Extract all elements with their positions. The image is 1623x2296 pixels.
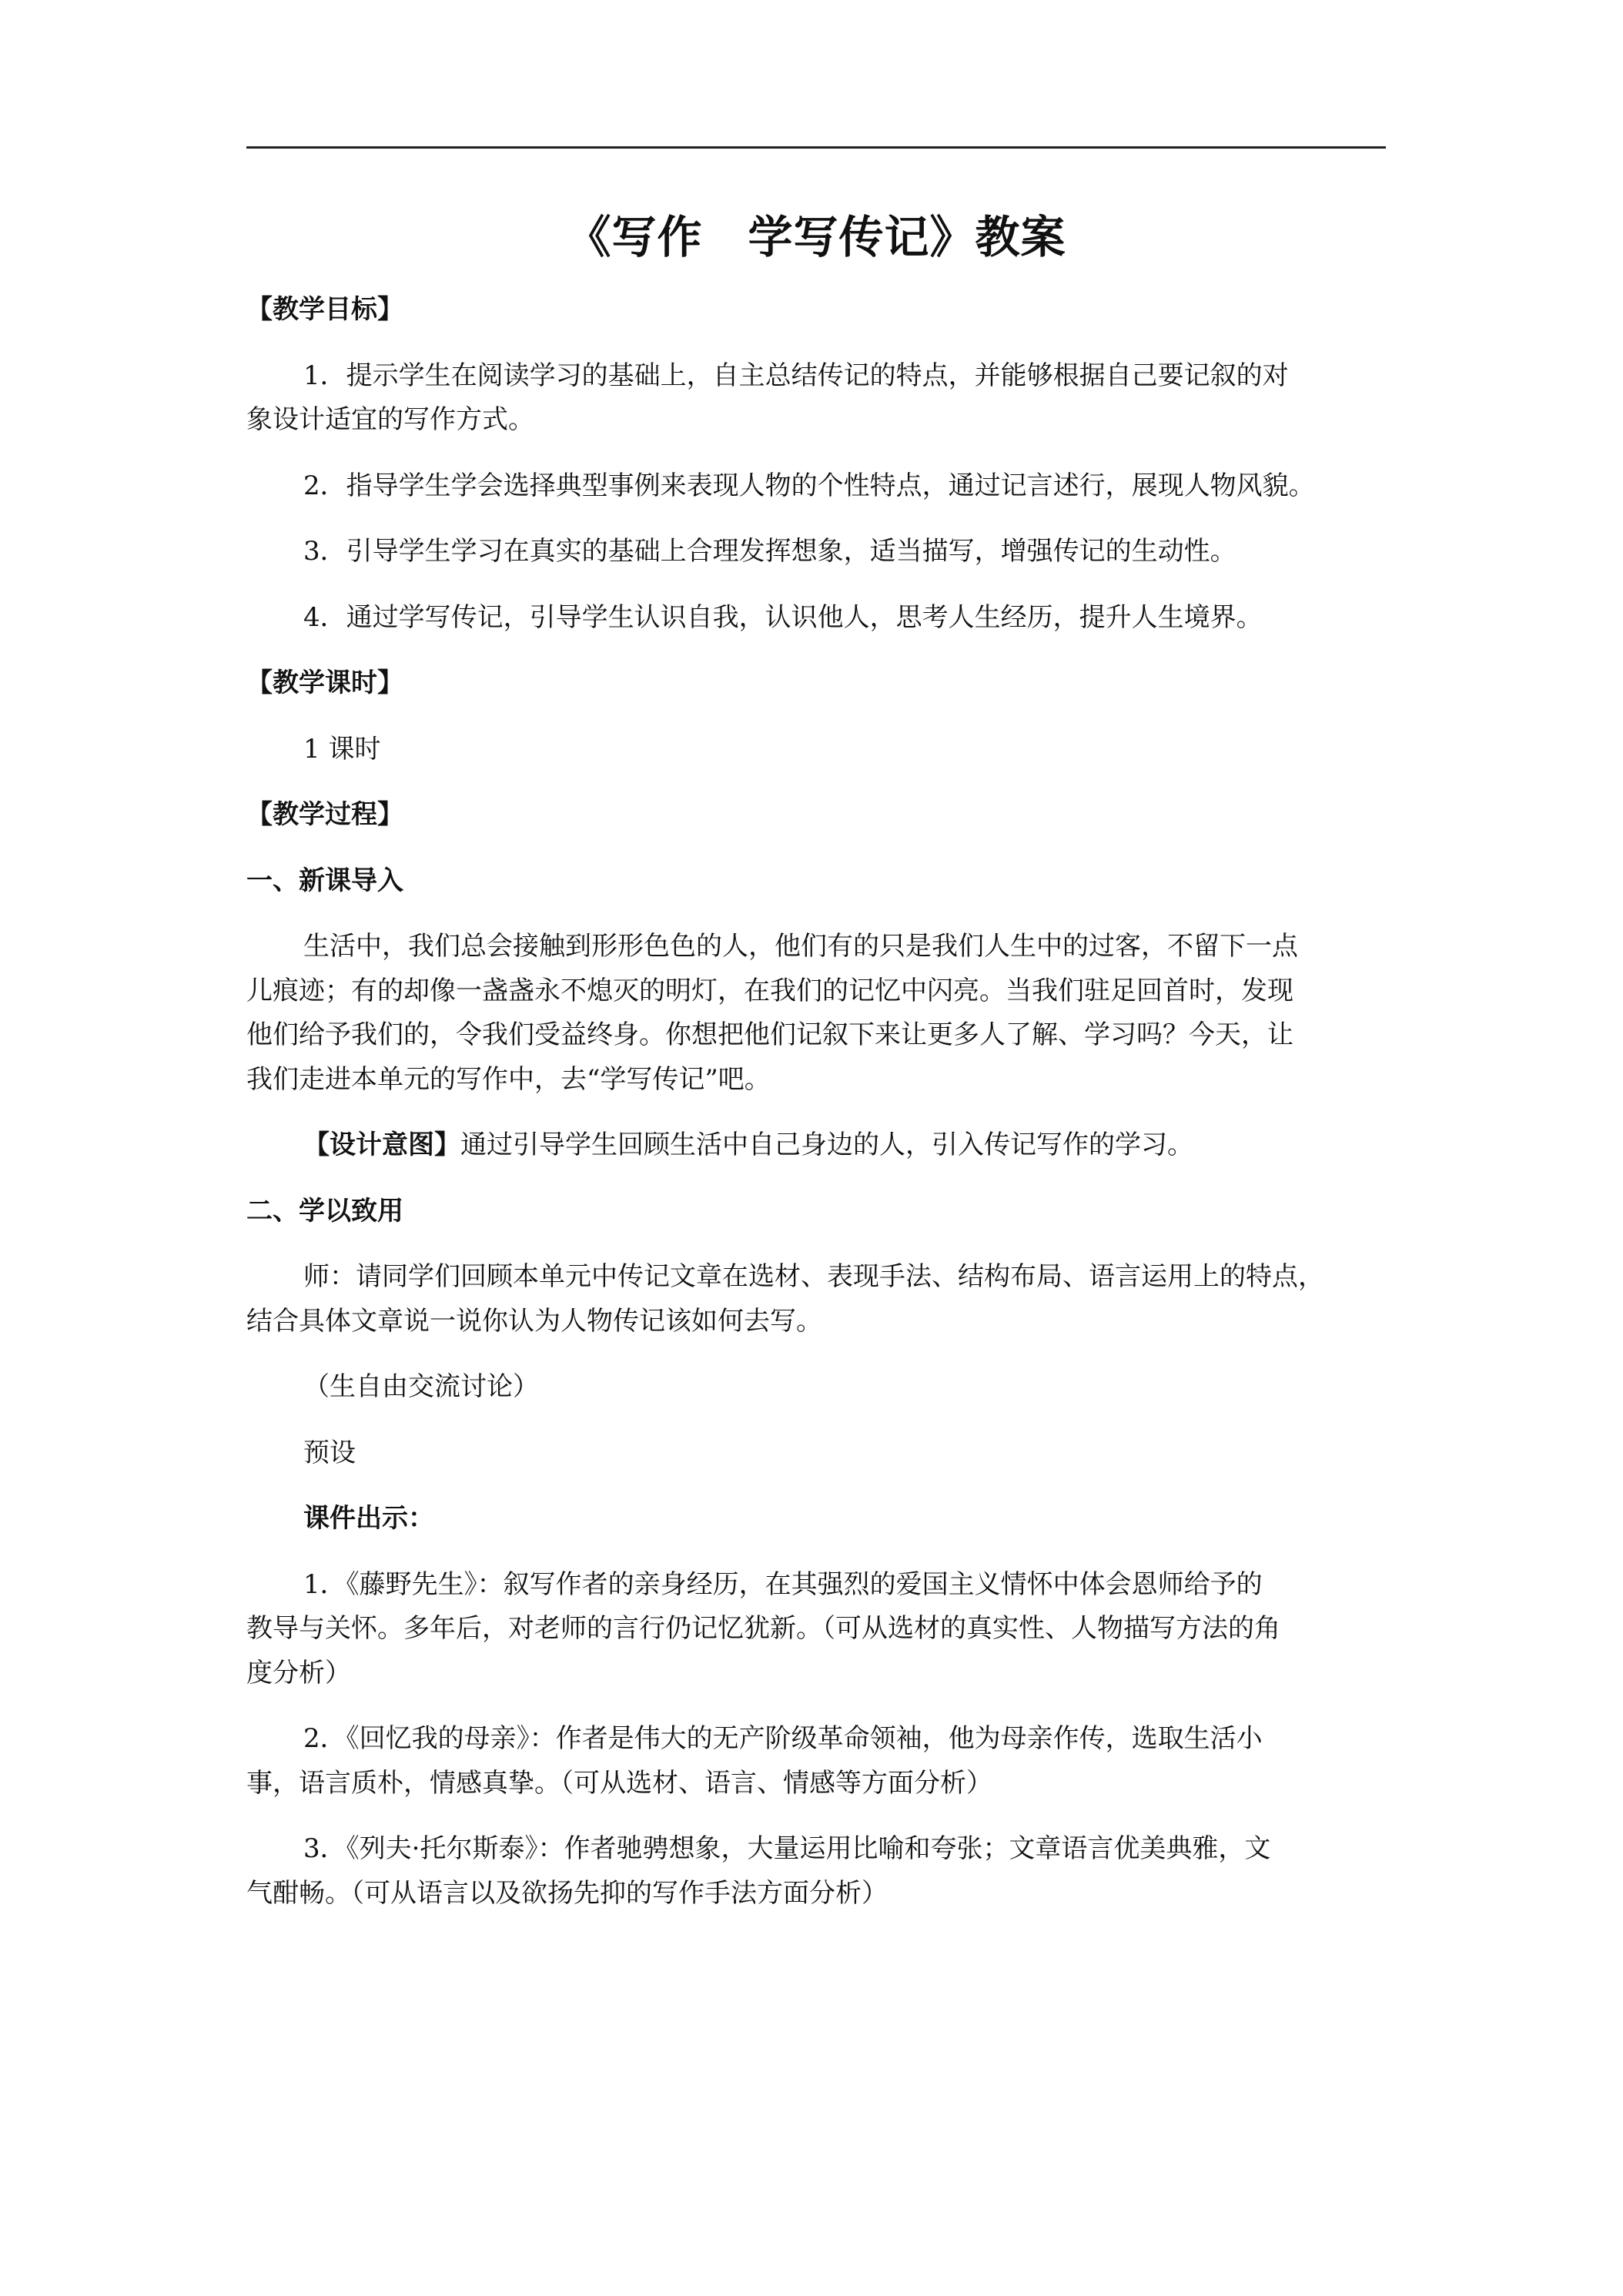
part1-heading: 一、新课导入 — [246, 865, 403, 896]
slide-item: 3．《列夫·托尔斯泰》：作者驰骋想象，大量运用比喻和夸张；文章语言优美典雅，文 — [303, 1833, 1271, 1864]
slide-item: 1．《藤野先生》：叙写作者的亲身经历，在其强烈的爱国主义情怀中体会恩师给予的 — [303, 1568, 1263, 1600]
goals-heading: 【教学目标】 — [246, 294, 403, 325]
goal-item: 2．指导学生学会选择典型事例来表现人物的个性特点，通过记言述行，展现人物风貌。 — [303, 470, 1315, 501]
part2-heading: 二、学以致用 — [246, 1195, 403, 1227]
goal-item-cont: 象设计适宜的写作方式。 — [246, 404, 534, 435]
slides-heading: 课件出示： — [303, 1503, 434, 1534]
part1-paragraph-cont: 儿痕迹；有的却像一盏盏永不熄灭的明灯，在我们的记忆中闪亮。当我们驻足回首时，发现 他们给予我们的，令我们受益终身。你想把他们记叙下来让更多人了解、学习吗？今天，让 我们走进本单元的写作中，去“学写传记”吧。 — [246, 975, 1293, 1095]
design-intent-text: 通过引导学生回顾生活中自己身边的人，引入传记写作的学习。 — [460, 1130, 1193, 1160]
hours-text: 1 课时 — [303, 733, 381, 765]
header-rule — [246, 146, 1386, 149]
document-body — [246, 288, 1386, 1916]
design-intent — [246, 1123, 1386, 1168]
goal-item: 3．引导学生学习在真实的基础上合理发挥想象，适当描写，增强传记的生动性。 — [303, 536, 1236, 567]
slide-item-cont: 教导与关怀。多年后，对老师的言行仍记忆犹新。（可从选材的真实性、人物描写方法的角 度分析） — [246, 1613, 1280, 1689]
goal-item: 1．提示学生在阅读学习的基础上，自主总结传记的特点，并能够根据自己要记叙的对 — [303, 360, 1289, 391]
part2-paragraph-cont: 结合具体文章说一说你认为人物传记该如何去写。 — [246, 1305, 822, 1337]
slide-item: 2．《回忆我的母亲》：作者是伟大的无产阶级革命领袖，他为母亲作传，选取生活小 — [303, 1723, 1263, 1754]
slide-item-cont: 气酣畅。（可从语言以及欲扬先抑的写作手法方面分析） — [246, 1877, 888, 1909]
goal-item: 4．通过学写传记，引导学生认识自我，认识他人，思考人生经历，提升人生境界。 — [303, 601, 1263, 633]
document-title: 《写作 学写传记》教案 — [566, 211, 1066, 263]
hours-heading: 【教学课时】 — [246, 668, 403, 698]
part1-paragraph: 生活中，我们总会接触到形形色色的人，他们有的只是我们人生中的过客，不留下一点 — [303, 931, 1298, 962]
part2-paragraph: 师：请同学们回顾本单元中传记文章在选材、表现手法、结构布局、语言运用上的特点， — [303, 1261, 1324, 1292]
slide-item-cont: 事，语言质朴，情感真挚。（可从选材、语言、情感等方面分析） — [246, 1767, 992, 1799]
process-heading: 【教学过程】 — [246, 799, 403, 830]
discussion-note: （生自由交流讨论） — [303, 1371, 539, 1402]
preset-label: 预设 — [303, 1437, 356, 1468]
design-intent-label: 【设计意图】 — [303, 1130, 460, 1160]
